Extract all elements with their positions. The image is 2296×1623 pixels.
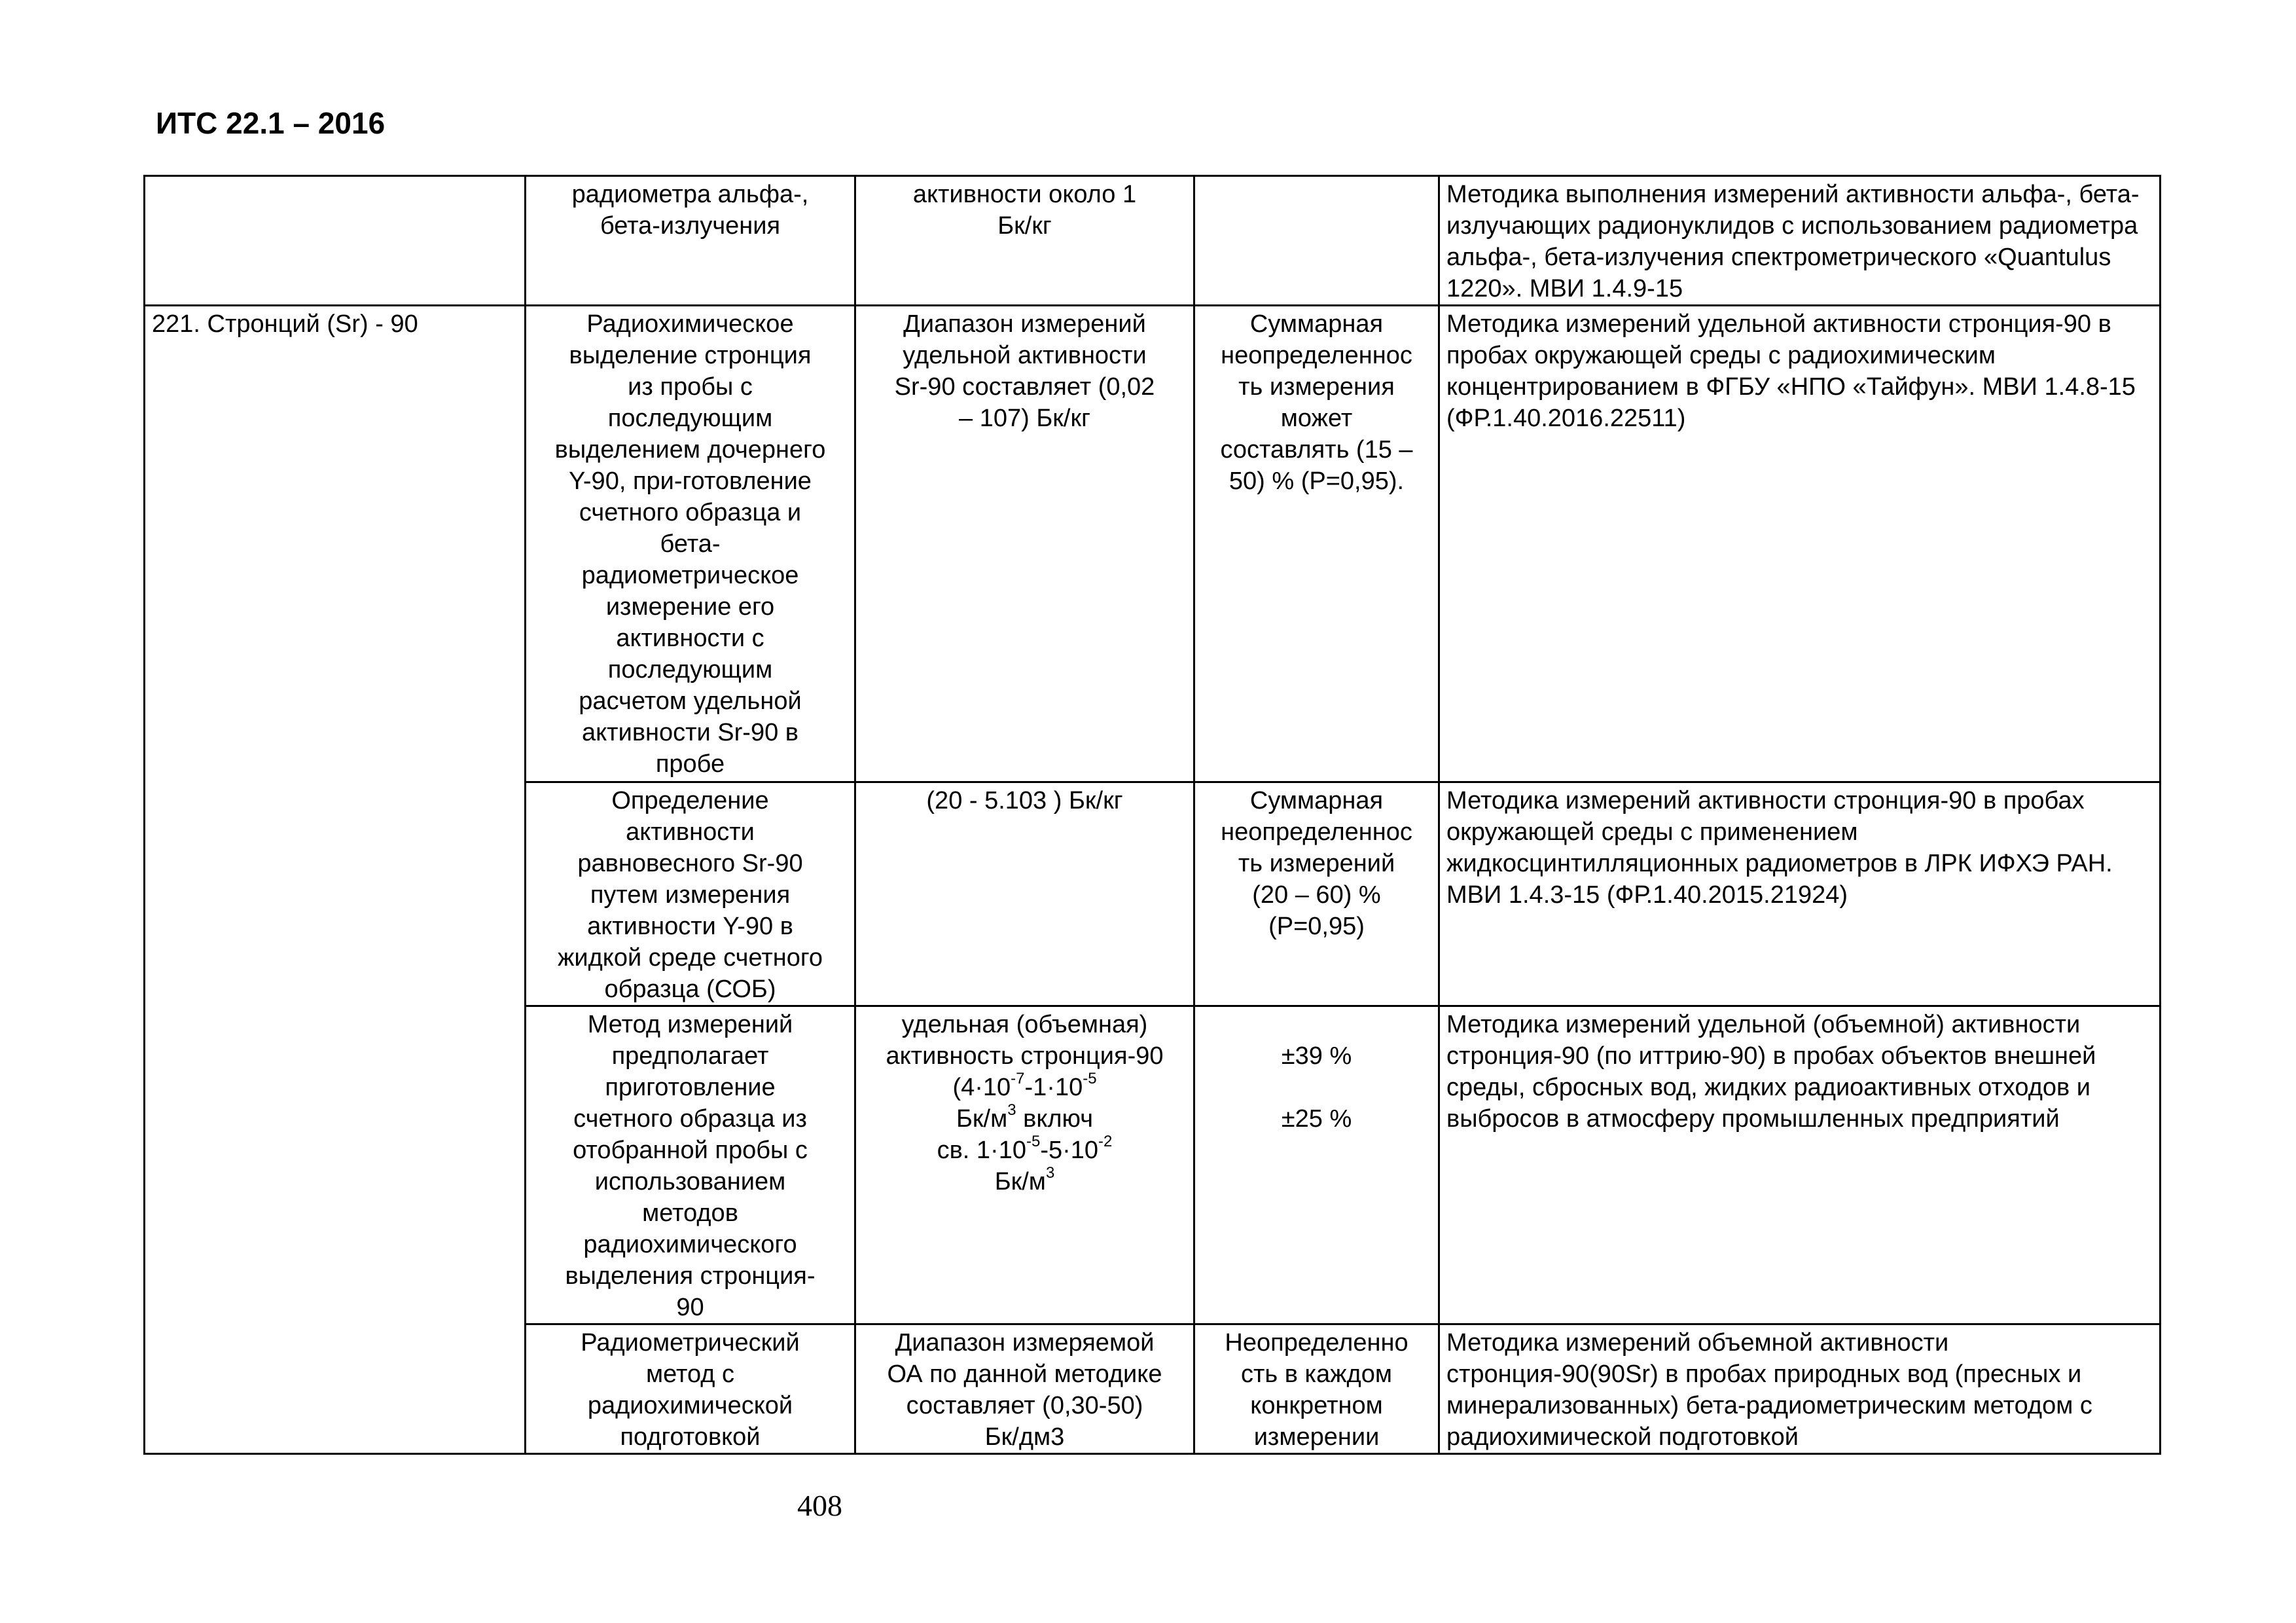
element-cell: 221. Стронций (Sr) - 90	[145, 306, 526, 1454]
document-cell: Методика выполнения измерений активности альфа-, бета-излучающих радионуклидов с использованием радиометра альфа-, бета-излучения спектрометрического «Quantulus 1220». МВИ 1.4.9-15	[1439, 176, 2161, 306]
range-cell: Диапазон измерений удельной активности Sr-90 составляет (0,02 – 107) Бк/кг	[855, 306, 1194, 782]
uncertainty-cell: Неопределенно сть в каждом конкретном измерении	[1194, 1324, 1439, 1454]
document-cell: Методика измерений удельной активности стронция-90 в пробах окружающей среды с радиохимическим концентрированием в ФГБУ «НПО «Тайфун». МВИ 1.4.8-15 (ФР.1.40.2016.22511)	[1439, 306, 2161, 782]
document-cell: Методика измерений объемной активности стронция-90(90Sr) в пробах природных вод (пресных и минерализованных) бета-радиометрическим методом с радиохимической подготовкой	[1439, 1324, 2161, 1454]
range-cell: Диапазон измеряемой ОА по данной методике составляет (0,30-50) Бк/дм3	[855, 1324, 1194, 1454]
method-cell: Метод измерений предполагает приготовление счетного образца из отобранной пробы с использованием методов радиохимического выделения стронция- 90	[526, 1006, 855, 1324]
range-line: $Бк/м^3$	[994, 1164, 1055, 1195]
method-cell: Радиохимическое выделение стронция из пробы с последующим выделением дочернего Y-90, при-готовление счетного образца и бета- радиометрическое измерение его активности с последующим расчетом удельной активности Sr-90 в пробе	[526, 306, 855, 782]
range-line: св. $1\cdot 10^{-5}-5\cdot 10^{-2}$	[937, 1133, 1113, 1164]
document-cell: Методика измерений активности стронция-90 в пробах окружающей среды с применением жидкосцинтилляционных радиометров в ЛРК ИФХЭ РАН. МВИ 1.4.3-15 (ФР.1.40.2015.21924)	[1439, 782, 2161, 1006]
uncertainty-value: ±39 %	[1281, 1042, 1352, 1070]
table-row	[145, 176, 2161, 306]
uncertainty-cell	[1194, 1006, 1439, 1324]
uncertainty-cell	[1194, 176, 1439, 306]
range-cell: (20 - 5.103 ) Бк/кг	[855, 782, 1194, 1006]
document-cell: Методика измерений удельной (объемной) активности стронция-90 (по иттрию-90) в пробах объектов внешней среды, сбросных вод, жидких радиоактивных отходов и выбросов в атмосферу промышленных предприятий	[1439, 1006, 2161, 1324]
method-cell: радиометра альфа-, бета-излучения	[526, 176, 855, 306]
uncertainty-cell: Суммарная неопределеннос ть измерений (20 – 60) % (Р=0,95)	[1194, 782, 1439, 1006]
method-cell: Радиометрический метод с радиохимической подготовкой	[526, 1324, 855, 1454]
table-row	[145, 306, 2161, 782]
document-header: ИТС 22.1 – 2016	[156, 106, 386, 140]
uncertainty-value: ±25 %	[1281, 1105, 1352, 1133]
range-line: ($4\cdot 10^{-7}-1\cdot 10^{-5}$	[952, 1070, 1097, 1101]
range-line: активность стронция-90	[886, 1042, 1164, 1070]
range-line: $Бк/м^3$ включ	[956, 1101, 1094, 1133]
range-cell: активности около 1 Бк/кг	[855, 176, 1194, 306]
uncertainty-cell: Суммарная неопределеннос ть измерения может составлять (15 – 50) % (Р=0,95).	[1194, 306, 1439, 782]
page-number: 408	[797, 1489, 842, 1522]
range-cell	[855, 1006, 1194, 1324]
element-cell	[145, 176, 526, 306]
method-cell: Определение активности равновесного Sr-90 путем измерения активности Y-90 в жидкой среде счетного образца (СОБ)	[526, 782, 855, 1006]
methods-table	[143, 175, 2161, 1455]
range-line: удельная (объемная)	[901, 1011, 1148, 1038]
